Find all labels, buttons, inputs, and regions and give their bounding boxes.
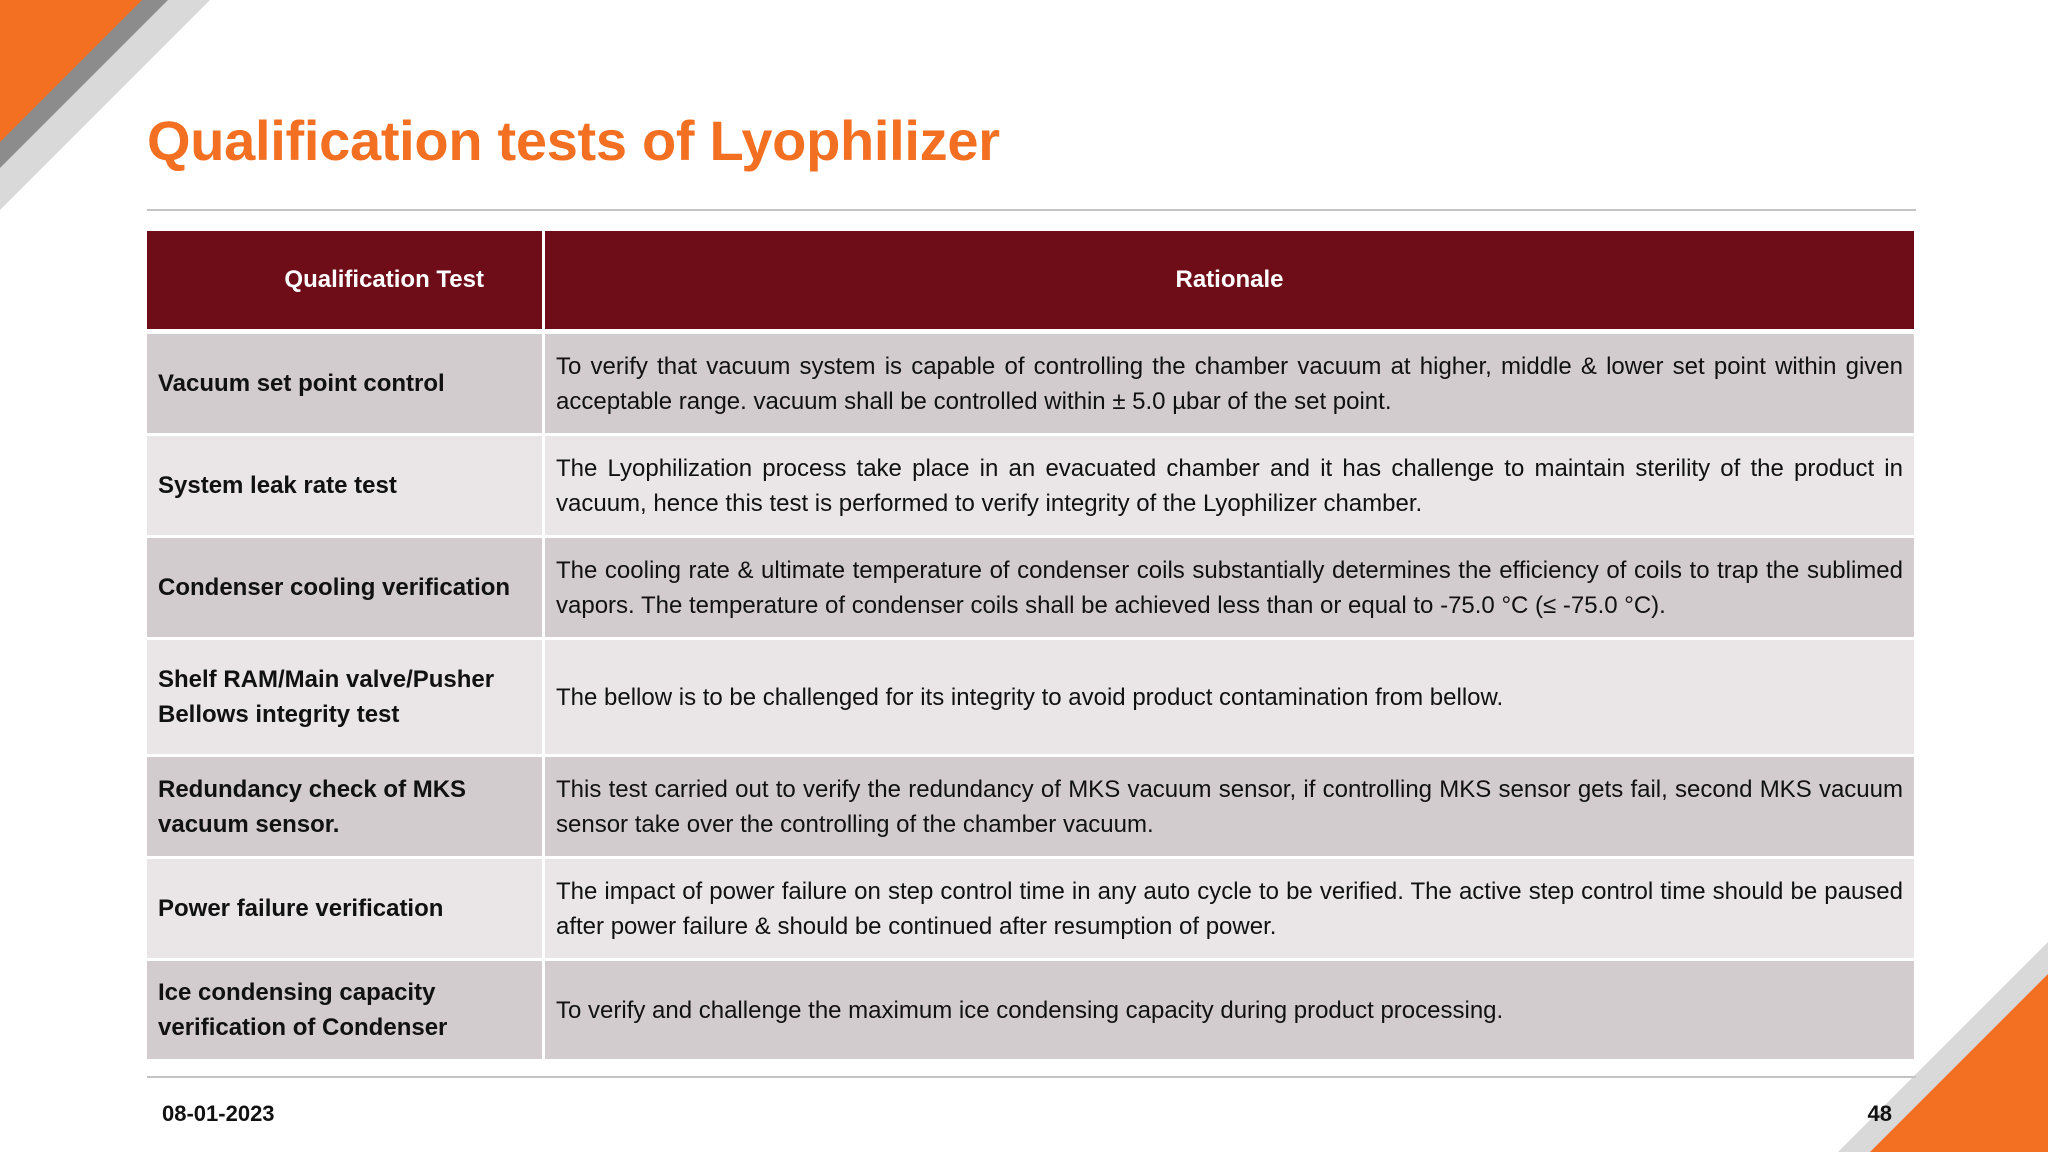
title-divider [147, 209, 1916, 211]
cell-rationale: The impact of power failure on step control time in any auto cycle to be verified. The active step control time should be paused after power failure & should be continued after resumption of power. [545, 859, 1914, 961]
column-header-rationale: Rationale [545, 231, 1914, 334]
footer-date: 08-01-2023 [162, 1101, 275, 1126]
cell-rationale: This test carried out to verify the redundancy of MKS vacuum sensor, if controlling MKS sensor gets fail, second MKS vacuum sensor take over the controlling of the chamber vacuum. [545, 757, 1914, 859]
cell-qualification-test: Redundancy check of MKS vacuum sensor. [147, 757, 545, 859]
cell-rationale: To verify that vacuum system is capable of controlling the chamber vacuum at higher, middle & lower set point within given acceptable range. vacuum shall be controlled within ± 5.0 µbar of the set point. [545, 334, 1914, 436]
table-row [147, 436, 1914, 538]
table-row [147, 757, 1914, 859]
table-row [147, 334, 1914, 436]
footer-divider [147, 1076, 1916, 1078]
table-row [147, 961, 1914, 1062]
column-header-qualification-test: Qualification Test [147, 231, 545, 334]
cell-qualification-test: Vacuum set point control [147, 334, 545, 436]
cell-qualification-test: Ice condensing capacity verification of Condenser [147, 961, 545, 1062]
cell-qualification-test: Condenser cooling verification [147, 538, 545, 640]
cell-rationale: The Lyophilization process take place in an evacuated chamber and it has challenge to maintain sterility of the product in vacuum, hence this test is performed to verify integrity of the Lyophilizer chamber. [545, 436, 1914, 538]
cell-qualification-test: System leak rate test [147, 436, 545, 538]
table-row [147, 538, 1914, 640]
cell-rationale: To verify and challenge the maximum ice condensing capacity during product processing. [545, 961, 1914, 1062]
slide-title: Qualification tests of Lyophilizer [147, 109, 1000, 172]
cell-qualification-test: Shelf RAM/Main valve/Pusher Bellows integrity test [147, 640, 545, 757]
table-header-row [147, 231, 1914, 334]
cell-rationale: The bellow is to be challenged for its integrity to avoid product contamination from bellow. [545, 640, 1914, 757]
qualification-table [147, 231, 1914, 1062]
table-row [147, 859, 1914, 961]
page-number: 48 [1867, 1101, 1892, 1126]
cell-qualification-test: Power failure verification [147, 859, 545, 961]
cell-rationale: The cooling rate & ultimate temperature of condenser coils substantially determines the efficiency of coils to trap the sublimed vapors. The temperature of condenser coils shall be achieved less than or equal to -75.0 °C (≤ -75.0 °C). [545, 538, 1914, 640]
table-row [147, 640, 1914, 757]
